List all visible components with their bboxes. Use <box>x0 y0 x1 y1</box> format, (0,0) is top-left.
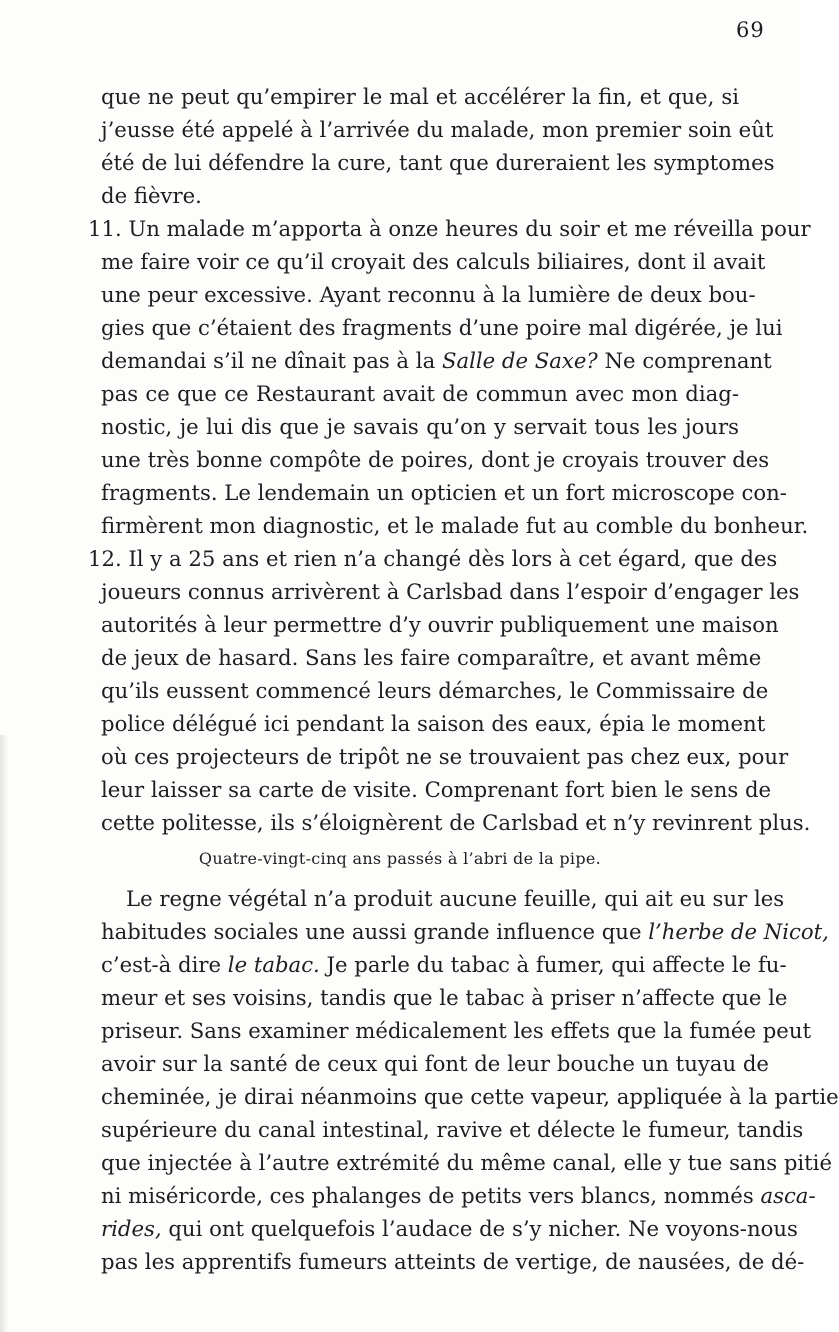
text-run: demandai s’il ne dînait pas à la <box>101 348 442 373</box>
text-line <box>101 952 787 977</box>
text-line: pas les apprentifs fumeurs atteints de vertige, de nausées, de dé- <box>101 1249 805 1274</box>
text-run: habitudes sociales une aussi grande influence que <box>101 919 649 944</box>
text-line: cheminée, je dirai néanmoins que cette vapeur, appliquée à la partie <box>101 1084 839 1109</box>
text-line <box>101 919 829 944</box>
text-line: supérieure du canal intestinal, ravive et délecte le fumeur, tandis <box>101 1117 804 1142</box>
text-line: leur laisser sa carte de visite. Comprenant fort bien le sens de <box>101 777 772 802</box>
text-run: qui ont quelquefois l’audace de s’y nicher. Ne voyons-nous <box>161 1216 798 1241</box>
text-line: de jeux de hasard. Sans les faire comparaître, et avant même <box>101 645 762 670</box>
italic-run: l’herbe de Nicot, <box>648 919 829 944</box>
text-line: une très bonne compôte de poires, dont je croyais trouver des <box>101 447 770 472</box>
text-line: nostic, je lui dis que je savais qu’on y servait tous les jours <box>101 414 739 439</box>
text-line: j’eusse été appelé à l’arrivée du malade, mon premier soin eût <box>101 117 774 142</box>
text-line: qu’ils eussent commencé leurs démarches, le Commissaire de <box>101 678 769 703</box>
text-line <box>101 1183 816 1208</box>
italic-run: Salle de Saxe? <box>441 348 598 373</box>
text-line: avoir sur la santé de ceux qui font de leur bouche un tuyau de <box>101 1051 769 1076</box>
text-line: fragments. Le lendemain un opticien et un fort microscope con- <box>101 480 787 505</box>
text-line: que injectée à l’autre extrémité du même canal, elle y tue sans pitié <box>101 1150 832 1175</box>
italic-run: asca- <box>760 1183 816 1208</box>
text-line: que ne peut qu’empirer le mal et accélérer la fin, et que, si <box>101 84 739 109</box>
text-line <box>101 1216 798 1241</box>
section-heading: Quatre-vingt-cinq ans passés à l’abri de la pipe. <box>198 849 602 868</box>
text-line: une peur excessive. Ayant reconnu à la lumière de deux bou- <box>101 282 756 307</box>
text-run: Ne comprenant <box>597 348 772 373</box>
text-line: été de lui défendre la cure, tant que dureraient les symptomes <box>101 150 775 175</box>
text-line: pas ce que ce Restaurant avait de commun avec mon diag- <box>101 381 739 406</box>
text-line: où ces projecteurs de tripôt ne se trouvaient pas chez eux, pour <box>101 744 789 769</box>
text-line: me faire voir ce qu’il croyait des calculs biliaires, dont il avait <box>101 249 766 274</box>
text-run: c’est-à dire <box>101 952 228 977</box>
text-run: Je parle du tabac à fumer, qui affecte le fu- <box>319 952 787 977</box>
text-line: gies que c’étaient des fragments d’une poire mal digérée, je lui <box>101 315 783 340</box>
text-line <box>101 348 772 373</box>
page-number: 69 <box>736 18 765 42</box>
text-line: meur et ses voisins, tandis que le tabac à priser n’affecte que le <box>101 985 788 1010</box>
text-line: Le regne végétal n’a produit aucune feuille, qui ait eu sur les <box>126 886 785 911</box>
text-line: police délégué ici pendant la saison des eaux, épia le moment <box>101 711 766 736</box>
italic-run: le tabac. <box>227 952 320 977</box>
text-run: ni miséricorde, ces phalanges de petits vers blancs, nommés <box>101 1183 761 1208</box>
page-gutter-shadow <box>0 735 8 1332</box>
italic-run: rides, <box>101 1216 162 1241</box>
numbered-item-12: 12. Il y a 25 ans et rien n’a changé dès lors à cet égard, que des <box>88 546 778 571</box>
numbered-item-11: 11. Un malade m’apporta à onze heures du soir et me réveilla pour <box>88 216 811 241</box>
text-line: joueurs connus arrivèrent à Carlsbad dans l’espoir d’engager les <box>101 579 800 604</box>
text-line: priseur. Sans examiner médicalement les effets que la fumée peut <box>101 1018 811 1043</box>
text-line: firmèrent mon diagnostic, et le malade fut au comble du bonheur. <box>101 513 809 538</box>
text-line: de fièvre. <box>101 183 202 208</box>
text-line: autorités à leur permettre d’y ouvrir publiquement une maison <box>101 612 779 637</box>
text-line: cette politesse, ils s’éloignèrent de Carlsbad et n’y revinrent plus. <box>101 810 811 835</box>
